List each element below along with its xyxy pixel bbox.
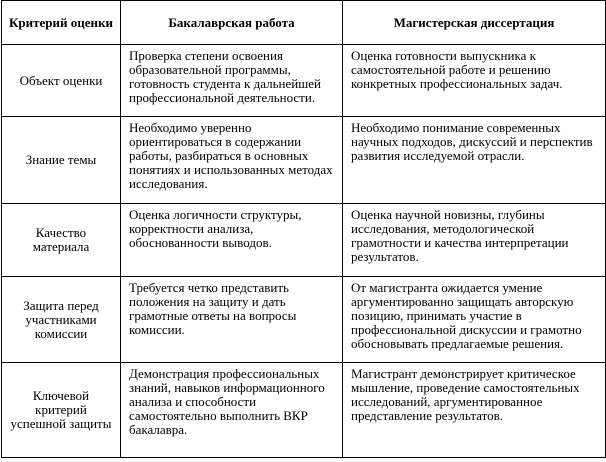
table-row [2, 277, 606, 363]
master-cell: Оценка научной новизны, глубины исследования, методологической грамотности и качества интерпретации результатов. [343, 204, 606, 277]
criterion-cell: Защита перед участниками комиссии [2, 277, 121, 363]
bachelor-cell: Проверка степени освоения образовательной программы, готовность студента к дальнейшей профессиональной деятельности. [121, 45, 343, 117]
master-cell: Оценка готовности выпускника к самостоятельной работе и решению конкретных профессиональных задач. [343, 45, 606, 117]
header-criterion: Критерий оценки [2, 1, 121, 45]
table-row [2, 363, 606, 458]
bachelor-cell: Демонстрация профессиональных знаний, навыков информационного анализа и способности самостоятельно выполнить ВКР бакалавра. [121, 363, 343, 458]
bachelor-cell: Оценка логичности структуры, корректности анализа, обоснованности выводов. [121, 204, 343, 277]
criterion-cell: Ключевой критерий успешной защиты [2, 363, 121, 458]
table-row [2, 45, 606, 117]
criterion-cell: Знание темы [2, 117, 121, 204]
table-row [2, 117, 606, 204]
criterion-cell: Объект оценки [2, 45, 121, 117]
bachelor-cell: Требуется четко представить положения на защиту и дать грамотные ответы на вопросы комиссии. [121, 277, 343, 363]
master-cell: От магистранта ожидается умение аргументированно защищать авторскую позицию, принимать участие в профессиональной дискуссии и грамотно обосновывать предлагаемые решения. [343, 277, 606, 363]
header-master: Магистерская диссертация [343, 1, 606, 45]
table-row [2, 204, 606, 277]
master-cell: Необходимо понимание современных научных подходов, дискуссий и перспектив развития исследуемой отрасли. [343, 117, 606, 204]
bachelor-cell: Необходимо уверенно ориентироваться в содержании работы, разбираться в основных понятиях и использованных методах исследования. [121, 117, 343, 204]
comparison-table [1, 0, 606, 458]
table-header-row [2, 1, 606, 45]
header-bachelor: Бакалаврская работа [121, 1, 343, 45]
criterion-cell: Качество материала [2, 204, 121, 277]
master-cell: Магистрант демонстрирует критическое мышление, проведение самостоятельных исследований, аргументированное представление результатов. [343, 363, 606, 458]
